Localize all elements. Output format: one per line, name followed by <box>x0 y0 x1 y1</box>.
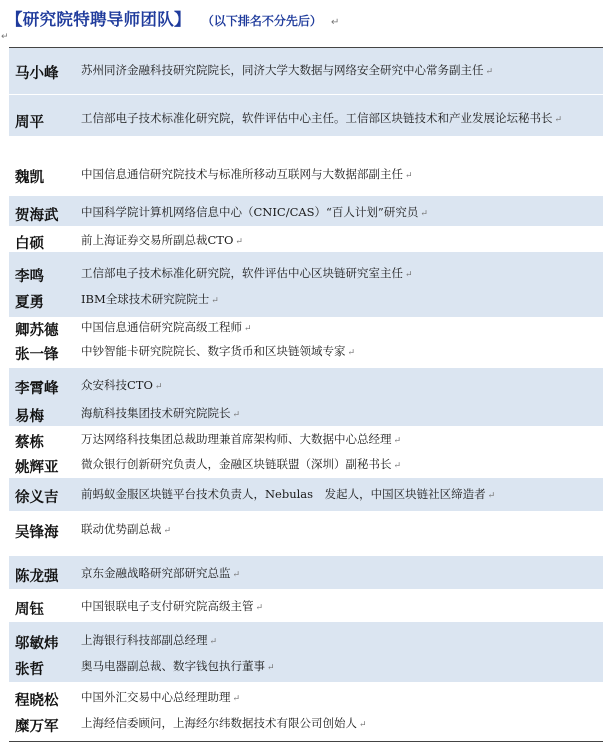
mentor-desc: 微众银行创新研究负责人，金融区块链联盟（深圳）副秘书长 ↵ <box>81 457 402 471</box>
mentor-desc: 中钞智能卡研究院院长、数字货币和区块链领域专家 ↵ <box>81 344 356 358</box>
mentor-desc: 京东金融战略研究部研究总监 ↵ <box>81 566 241 580</box>
table-row <box>9 655 603 679</box>
mentor-desc: 联动优势副总裁 ↵ <box>81 522 172 536</box>
mentor-desc: 前蚂蚁金服区块链平台技术负责人，Nebulas 发起人，中国区块链社区缔造者 ↵ <box>81 487 496 501</box>
table-row <box>9 483 603 507</box>
mentor-desc: 前上海证券交易所副总裁CTO ↵ <box>81 233 243 247</box>
mentor-desc: 中国信息通信研究院技术与标准所移动互联网与大数据部副主任 ↵ <box>81 167 413 181</box>
mentor-name: 张一锋 <box>15 347 59 363</box>
mentor-name: 李霄峰 <box>15 381 59 397</box>
mentor-desc: 上海银行科技部副总经理 ↵ <box>81 633 218 647</box>
mentor-name: 邬敏炜 <box>15 636 59 652</box>
paragraph-mark-icon: ↵ <box>331 17 340 28</box>
table-row <box>9 428 603 452</box>
page-title-line <box>6 6 606 30</box>
table-row <box>9 712 603 736</box>
mentor-desc: IBM全球技术研究院院士 ↵ <box>81 292 219 306</box>
mentor-desc: 中国科学院计算机网络信息中心（CNIC/CAS）“百人计划”研究员 ↵ <box>81 205 428 219</box>
paragraph-mark-icon: ↵ <box>1 32 9 42</box>
page-subtitle: （以下排名不分先后） <box>201 14 322 28</box>
mentor-name: 陈龙强 <box>15 569 59 585</box>
mentor-desc: 上海经信委顾问，上海经尔纬数据技术有限公司创始人 ↵ <box>81 716 367 730</box>
mentor-desc: 万达网络科技集团总裁助理兼首席架构师、大数据中心总经理 ↵ <box>81 432 402 446</box>
mentor-name: 糜万军 <box>15 719 59 735</box>
mentor-desc: 中国信息通信研究院高级工程师 ↵ <box>81 320 252 334</box>
table-row <box>9 340 603 364</box>
mentor-name: 魏凯 <box>15 170 44 186</box>
table-row <box>9 518 603 542</box>
mentor-name: 姚辉亚 <box>15 460 59 476</box>
mentor-desc: 众安科技CTO ↵ <box>81 378 163 392</box>
mentor-name: 张哲 <box>15 662 44 678</box>
mentor-name: 白硕 <box>15 236 44 252</box>
mentor-name: 徐义吉 <box>15 490 59 506</box>
mentor-name: 贺海武 <box>15 208 59 224</box>
table-row <box>9 629 603 653</box>
mentor-name: 周平 <box>15 115 44 131</box>
mentor-desc: 工信部电子技术标准化研究院，软件评估中心主任。工信部区块链技术和产业发展论坛秘书长 ↵ <box>81 111 563 125</box>
mentor-name: 蔡栋 <box>15 435 44 451</box>
table-row <box>9 316 603 340</box>
mentor-desc: 奥马电器副总裁、数字钱包执行董事 ↵ <box>81 659 275 673</box>
mentor-name: 夏勇 <box>15 295 44 311</box>
table-row <box>9 163 603 187</box>
mentor-desc: 中国银联电子支付研究院高级主管 ↵ <box>81 599 264 613</box>
mentor-name: 周钰 <box>15 602 44 618</box>
mentor-name: 程晓松 <box>15 693 59 709</box>
table-row <box>9 595 603 619</box>
table-row <box>9 262 603 286</box>
table-row <box>9 686 603 710</box>
table-row <box>9 402 603 426</box>
mentor-name: 卿苏德 <box>15 323 59 339</box>
table-row <box>9 562 603 586</box>
mentor-table <box>9 47 603 742</box>
table-row <box>9 453 603 477</box>
mentor-desc: 中国外汇交易中心总经理助理 ↵ <box>81 690 241 704</box>
page-title: 【研究院特聘导师团队】 <box>6 10 191 29</box>
table-row <box>9 108 603 148</box>
mentor-name: 李鸣 <box>15 269 44 285</box>
mentor-name: 易梅 <box>15 409 44 425</box>
table-row <box>9 201 603 225</box>
mentor-name: 马小峰 <box>15 66 59 82</box>
table-row <box>9 59 603 83</box>
table-row <box>9 229 603 253</box>
table-row <box>9 374 603 398</box>
mentor-desc: 苏州同济金融科技研究院院长，同济大学大数据与网络安全研究中心常务副主任 ↵ <box>81 63 494 77</box>
table-row <box>9 288 603 312</box>
mentor-desc: 海航科技集团技术研究院院长 ↵ <box>81 406 241 420</box>
mentor-desc: 工信部电子技术标准化研究院，软件评估中心区块链研究室主任 ↵ <box>81 266 413 280</box>
mentor-name: 吴锋海 <box>15 525 59 541</box>
